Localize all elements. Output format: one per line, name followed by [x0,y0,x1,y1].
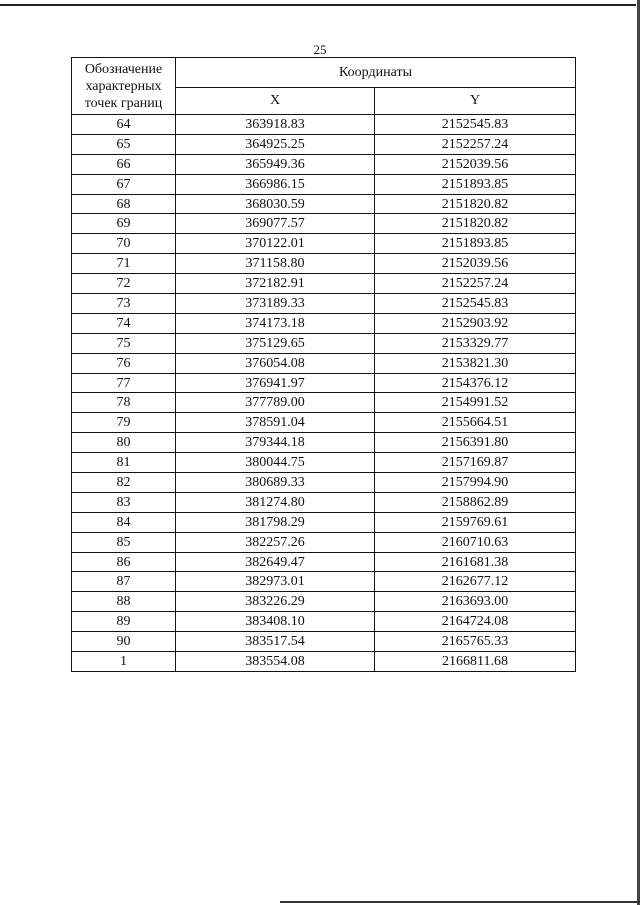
table-row [72,353,576,373]
point-cell: 65 [72,134,176,154]
x-cell: 365949.36 [176,154,375,174]
point-cell: 67 [72,174,176,194]
x-cell: 379344.18 [176,433,375,453]
x-cell: 381798.29 [176,512,375,532]
y-cell: 2152545.83 [375,115,576,135]
point-cell: 85 [72,532,176,552]
point-cell: 75 [72,333,176,353]
x-cell: 383517.54 [176,632,375,652]
table-row [72,492,576,512]
table-row [72,572,576,592]
x-cell: 380044.75 [176,453,375,473]
table-row [72,313,576,333]
scan-border-bottom [280,901,640,903]
x-cell: 374173.18 [176,313,375,333]
y-cell: 2153821.30 [375,353,576,373]
table-row [72,413,576,433]
point-cell: 70 [72,234,176,254]
y-cell: 2152903.92 [375,313,576,333]
x-cell: 369077.57 [176,214,375,234]
point-cell: 88 [72,592,176,612]
table-row [72,473,576,493]
table-row [72,433,576,453]
x-cell: 376054.08 [176,353,375,373]
x-cell: 383554.08 [176,652,375,672]
y-cell: 2154376.12 [375,373,576,393]
header-designation: Обозначение характерных точек границ [72,58,176,115]
table-row [72,274,576,294]
point-cell: 87 [72,572,176,592]
point-cell: 73 [72,294,176,314]
point-cell: 66 [72,154,176,174]
y-cell: 2156391.80 [375,433,576,453]
table-row [72,532,576,552]
x-cell: 363918.83 [176,115,375,135]
table-row [72,333,576,353]
point-cell: 76 [72,353,176,373]
table-row [72,393,576,413]
point-cell: 77 [72,373,176,393]
point-cell: 86 [72,552,176,572]
y-cell: 2162677.12 [375,572,576,592]
y-cell: 2158862.89 [375,492,576,512]
x-cell: 368030.59 [176,194,375,214]
x-cell: 382257.26 [176,532,375,552]
x-cell: 364925.25 [176,134,375,154]
y-cell: 2159769.61 [375,512,576,532]
point-cell: 81 [72,453,176,473]
x-cell: 383408.10 [176,612,375,632]
scan-border-top [0,4,636,6]
y-cell: 2152039.56 [375,254,576,274]
y-cell: 2155664.51 [375,413,576,433]
table-row [72,134,576,154]
x-cell: 381274.80 [176,492,375,512]
y-cell: 2164724.08 [375,612,576,632]
table-row [72,194,576,214]
point-cell: 79 [72,413,176,433]
x-cell: 366986.15 [176,174,375,194]
point-cell: 68 [72,194,176,214]
y-cell: 2151820.82 [375,214,576,234]
table-row [72,174,576,194]
y-cell: 2151893.85 [375,174,576,194]
x-cell: 378591.04 [176,413,375,433]
table-row [72,552,576,572]
y-cell: 2151893.85 [375,234,576,254]
x-cell: 380689.33 [176,473,375,493]
x-cell: 383226.29 [176,592,375,612]
table-row [72,592,576,612]
table-row [72,373,576,393]
point-cell: 90 [72,632,176,652]
table-row [72,612,576,632]
y-cell: 2157994.90 [375,473,576,493]
point-cell: 74 [72,313,176,333]
point-cell: 71 [72,254,176,274]
x-cell: 372182.91 [176,274,375,294]
point-cell: 82 [72,473,176,493]
y-cell: 2151820.82 [375,194,576,214]
point-cell: 84 [72,512,176,532]
table-body [72,115,576,672]
y-cell: 2157169.87 [375,453,576,473]
x-cell: 371158.80 [176,254,375,274]
point-cell: 89 [72,612,176,632]
x-cell: 382649.47 [176,552,375,572]
point-cell: 78 [72,393,176,413]
table-row [72,254,576,274]
table-row [72,294,576,314]
x-cell: 375129.65 [176,333,375,353]
y-cell: 2153329.77 [375,333,576,353]
header-x: X [176,87,375,114]
header-coordinates: Координаты [176,58,576,88]
point-cell: 72 [72,274,176,294]
x-cell: 376941.97 [176,373,375,393]
point-cell: 80 [72,433,176,453]
table-row [72,214,576,234]
table-row [72,453,576,473]
header-y: Y [375,87,576,114]
y-cell: 2160710.63 [375,532,576,552]
y-cell: 2163693.00 [375,592,576,612]
table-row [72,154,576,174]
x-cell: 382973.01 [176,572,375,592]
page-number: 25 [313,42,327,57]
x-cell: 373189.33 [176,294,375,314]
y-cell: 2161681.38 [375,552,576,572]
table-row [72,652,576,672]
y-cell: 2154991.52 [375,393,576,413]
table-row [72,234,576,254]
y-cell: 2152545.83 [375,294,576,314]
y-cell: 2166811.68 [375,652,576,672]
y-cell: 2165765.33 [375,632,576,652]
table-row [72,512,576,532]
y-cell: 2152039.56 [375,154,576,174]
point-cell: 83 [72,492,176,512]
x-cell: 370122.01 [176,234,375,254]
table-row [72,115,576,135]
x-cell: 377789.00 [176,393,375,413]
y-cell: 2152257.24 [375,134,576,154]
y-cell: 2152257.24 [375,274,576,294]
point-cell: 64 [72,115,176,135]
point-cell: 1 [72,652,176,672]
coordinates-table [71,57,576,672]
point-cell: 69 [72,214,176,234]
table-row [72,632,576,652]
